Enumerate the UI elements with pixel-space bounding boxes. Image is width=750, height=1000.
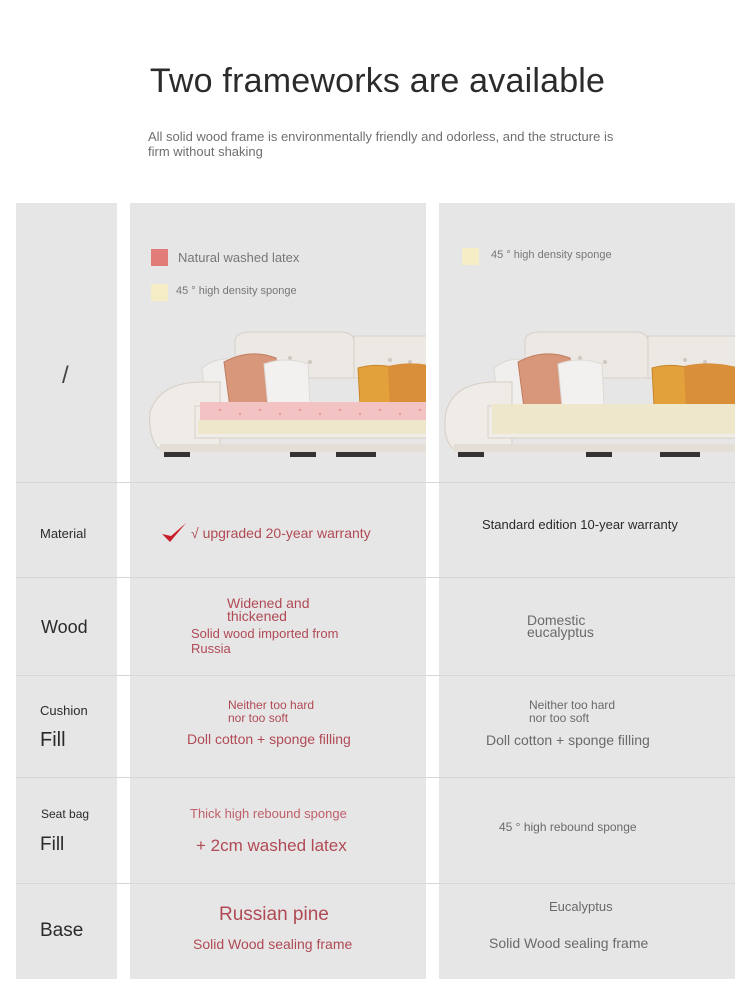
row-divider [16, 675, 735, 676]
sponge-legend-label: 45 ° high density sponge [176, 285, 297, 297]
row-label-material: Material [40, 526, 87, 541]
row-label-cushion-fill: Fill [40, 729, 66, 751]
standard-cushion-feel: Neither too hard nor too soft [529, 698, 616, 725]
row-divider [16, 577, 735, 578]
sponge-swatch [462, 248, 479, 265]
standard-seatbag: 45 ° high rebound sponge [499, 820, 637, 834]
row-label-seatbag: Seat bag [41, 807, 90, 821]
sofa-image-standard [440, 318, 735, 468]
upgraded-wood-detail: Solid wood imported from Russia [191, 626, 339, 656]
row-label-base: Base [40, 920, 84, 941]
upgraded-base-wood: Russian pine [219, 904, 329, 925]
checkmark-icon [160, 520, 188, 551]
standard-base-wood: Eucalyptus [549, 899, 613, 914]
sponge-legend-label: 45 ° high density sponge [491, 249, 612, 261]
upgraded-cushion-feel: Neither too hard nor too soft [228, 698, 315, 725]
row-label-wood: Wood [41, 617, 88, 637]
sofa-image-upgraded [140, 318, 426, 468]
upgraded-material: √ upgraded 20-year warranty [191, 525, 371, 541]
sponge-swatch [151, 284, 168, 301]
upgraded-seatbag-latex: + 2cm washed latex [196, 836, 347, 855]
header-cell: / [62, 362, 69, 389]
standard-material: Standard edition 10-year warranty [482, 517, 678, 532]
standard-cushion-fill: Doll cotton + sponge filling [486, 732, 650, 748]
upgraded-seatbag-sponge: Thick high rebound sponge [190, 806, 347, 821]
row-divider [16, 777, 735, 778]
row-label-seatbag-fill: Fill [40, 834, 65, 855]
standard-wood: Domestic eucalyptus [527, 612, 594, 640]
standard-base-frame: Solid Wood sealing frame [489, 935, 649, 951]
row-label-cushion: Cushion [40, 703, 88, 718]
page-title: Two frameworks are available [149, 62, 606, 100]
latex-swatch [151, 249, 168, 266]
row-divider [16, 883, 735, 884]
upgraded-wood-title: Widened and thickened [227, 595, 310, 624]
upgraded-base-frame: Solid Wood sealing frame [193, 936, 353, 952]
label-column [16, 203, 117, 979]
page-subtitle: All solid wood frame is environmentally friendly and odorless, and the structure is firm without shaking [148, 129, 614, 159]
row-divider [16, 482, 735, 483]
upgraded-cushion-fill: Doll cotton + sponge filling [187, 731, 351, 747]
latex-legend-label: Natural washed latex [178, 250, 300, 265]
